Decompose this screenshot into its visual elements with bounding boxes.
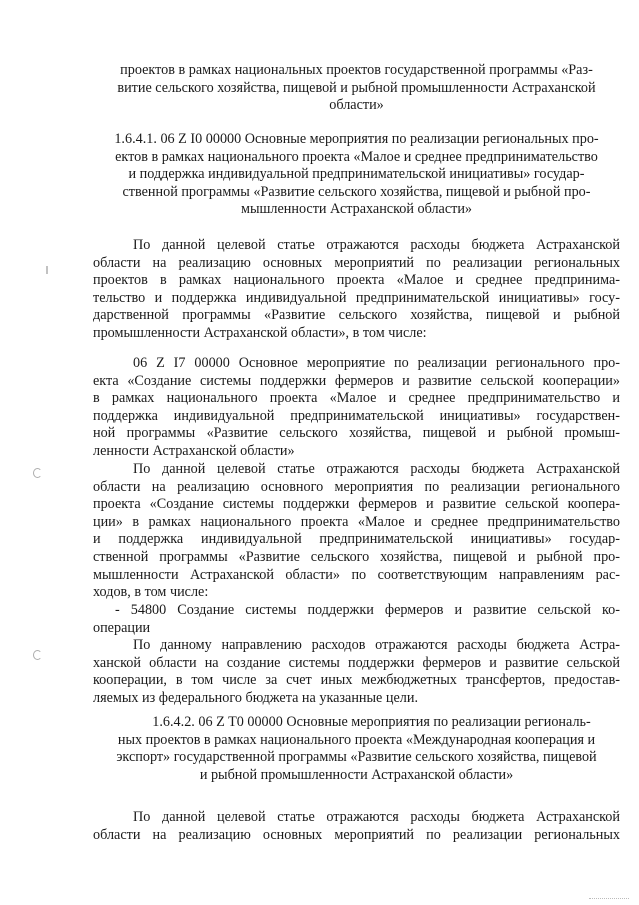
text-line: ции» в рамках национального проекта «Малое и среднее предпринимательство: [93, 513, 620, 530]
text-line: и поддержка индивидуальной предпринимательской инициативы» государ-: [93, 531, 620, 548]
text-line: проекта «Создание системы поддержки фермеров и развитие сельской коопера-: [93, 496, 620, 513]
paragraph-2: [93, 355, 620, 461]
text-line: ленности Астраханской области»: [93, 442, 295, 459]
text-line: тельство и поддержка индивидуальной предпринимательской инициативы» госу-: [93, 289, 620, 306]
text-line: промышленности Астраханской области», в том числе:: [93, 324, 427, 341]
text-line: мышленности Астраханской области» по соответствующим направлениям рас-: [93, 566, 620, 583]
text-line: По данной целевой статье отражаются расходы бюджета Астраханской: [133, 461, 620, 477]
list-item-54800: [93, 602, 620, 637]
text-line: 1.6.4.2. 06 Z T0 00000 Основные мероприятия по реализации региональ-: [152, 714, 591, 730]
scan-edge-mark: [589, 898, 629, 901]
section-1642-heading: [93, 714, 620, 784]
heading-continuation: [93, 62, 620, 115]
text-line: в рамках национального проекта «Малое и среднее предпринимательство и: [93, 390, 620, 407]
text-line: и рыбной промышленности Астраханской области»: [199, 766, 514, 783]
text-line: По данному направлению расходов отражаются расходы бюджета Астра-: [133, 637, 620, 653]
text-line: ляемых из федерального бюджета на указанные цели.: [93, 689, 418, 706]
text-line: ханской области на создание системы поддержки фермеров и развитие сельской: [93, 654, 620, 671]
text-line: проектов в рамках национального проекта «Малое и среднее предпринима-: [93, 272, 620, 289]
text-line: По данной целевой статье отражаются расходы бюджета Астраханской: [133, 237, 620, 253]
punch-hole-mark: [33, 468, 42, 478]
text-line: области на реализацию основных мероприятий по реализации региональных: [93, 826, 620, 843]
paragraph-1: [93, 237, 620, 343]
text-line: ектов в рамках национального проекта «Малое и среднее предпринимательство: [115, 148, 598, 165]
text-line: По данной целевой статье отражаются расходы бюджета Астраханской: [133, 809, 620, 825]
text-line: кооперации, в том числе за счет иных межбюджетных трансфертов, предостав-: [93, 672, 620, 689]
paragraph-5: [93, 809, 620, 844]
text-line: ходов, в том числе:: [93, 584, 209, 601]
text-line: операции: [93, 619, 151, 636]
text-line: ной программы «Развитие сельского хозяйства, пищевой и рыбной промыш-: [93, 425, 620, 442]
text-line: ственной программы «Развитие сельского хозяйства, пищевой и рыбной про-: [122, 183, 591, 200]
text-line: области на реализацию основных мероприятий по реализации региональных: [93, 254, 620, 271]
section-1641-heading: [93, 131, 620, 219]
text-line: витие сельского хозяйства, пищевой и рыбной промышленности Астраханской: [117, 79, 596, 96]
text-line: ных проектов в рамках национального проекта «Международная кооперация и: [117, 731, 596, 748]
paragraph-3: [93, 461, 620, 602]
text-line: - 54800 Создание системы поддержки фермеров и развитие сельской ко-: [115, 602, 620, 618]
text-line: мышленности Астраханской области»: [240, 201, 473, 218]
text-line: экспорт» государственной программы «Развитие сельского хозяйства, пищевой: [116, 749, 597, 766]
text-line: поддержка индивидуальной предпринимательской инициативы» государствен-: [93, 407, 620, 424]
punch-hole-mark: [33, 650, 42, 660]
text-line: области на реализацию основного мероприятия по реализации регионального: [93, 478, 620, 495]
text-line: области»: [329, 97, 384, 114]
text-line: и поддержка индивидуальной предпринимательской инициативы» государ-: [128, 166, 585, 183]
text-line: дарственной программы «Развитие сельского хозяйства, пищевой и рыбной: [93, 307, 620, 324]
text-line: 06 Z I7 00000 Основное мероприятие по реализации регионального про-: [133, 355, 620, 371]
text-line: проектов в рамках национальных проектов государственной программы «Раз-: [120, 62, 593, 78]
text-line: екта «Создание системы поддержки фермеров и развитие сельской кооперации»: [93, 372, 620, 389]
paragraph-4: [93, 637, 620, 707]
text-line: 1.6.4.1. 06 Z I0 00000 Основные мероприятия по реализации региональных про-: [114, 131, 599, 147]
text-line: ственной программы «Развитие сельского хозяйства, пищевой и рыбной про-: [93, 548, 620, 565]
scan-speck: [46, 266, 48, 274]
